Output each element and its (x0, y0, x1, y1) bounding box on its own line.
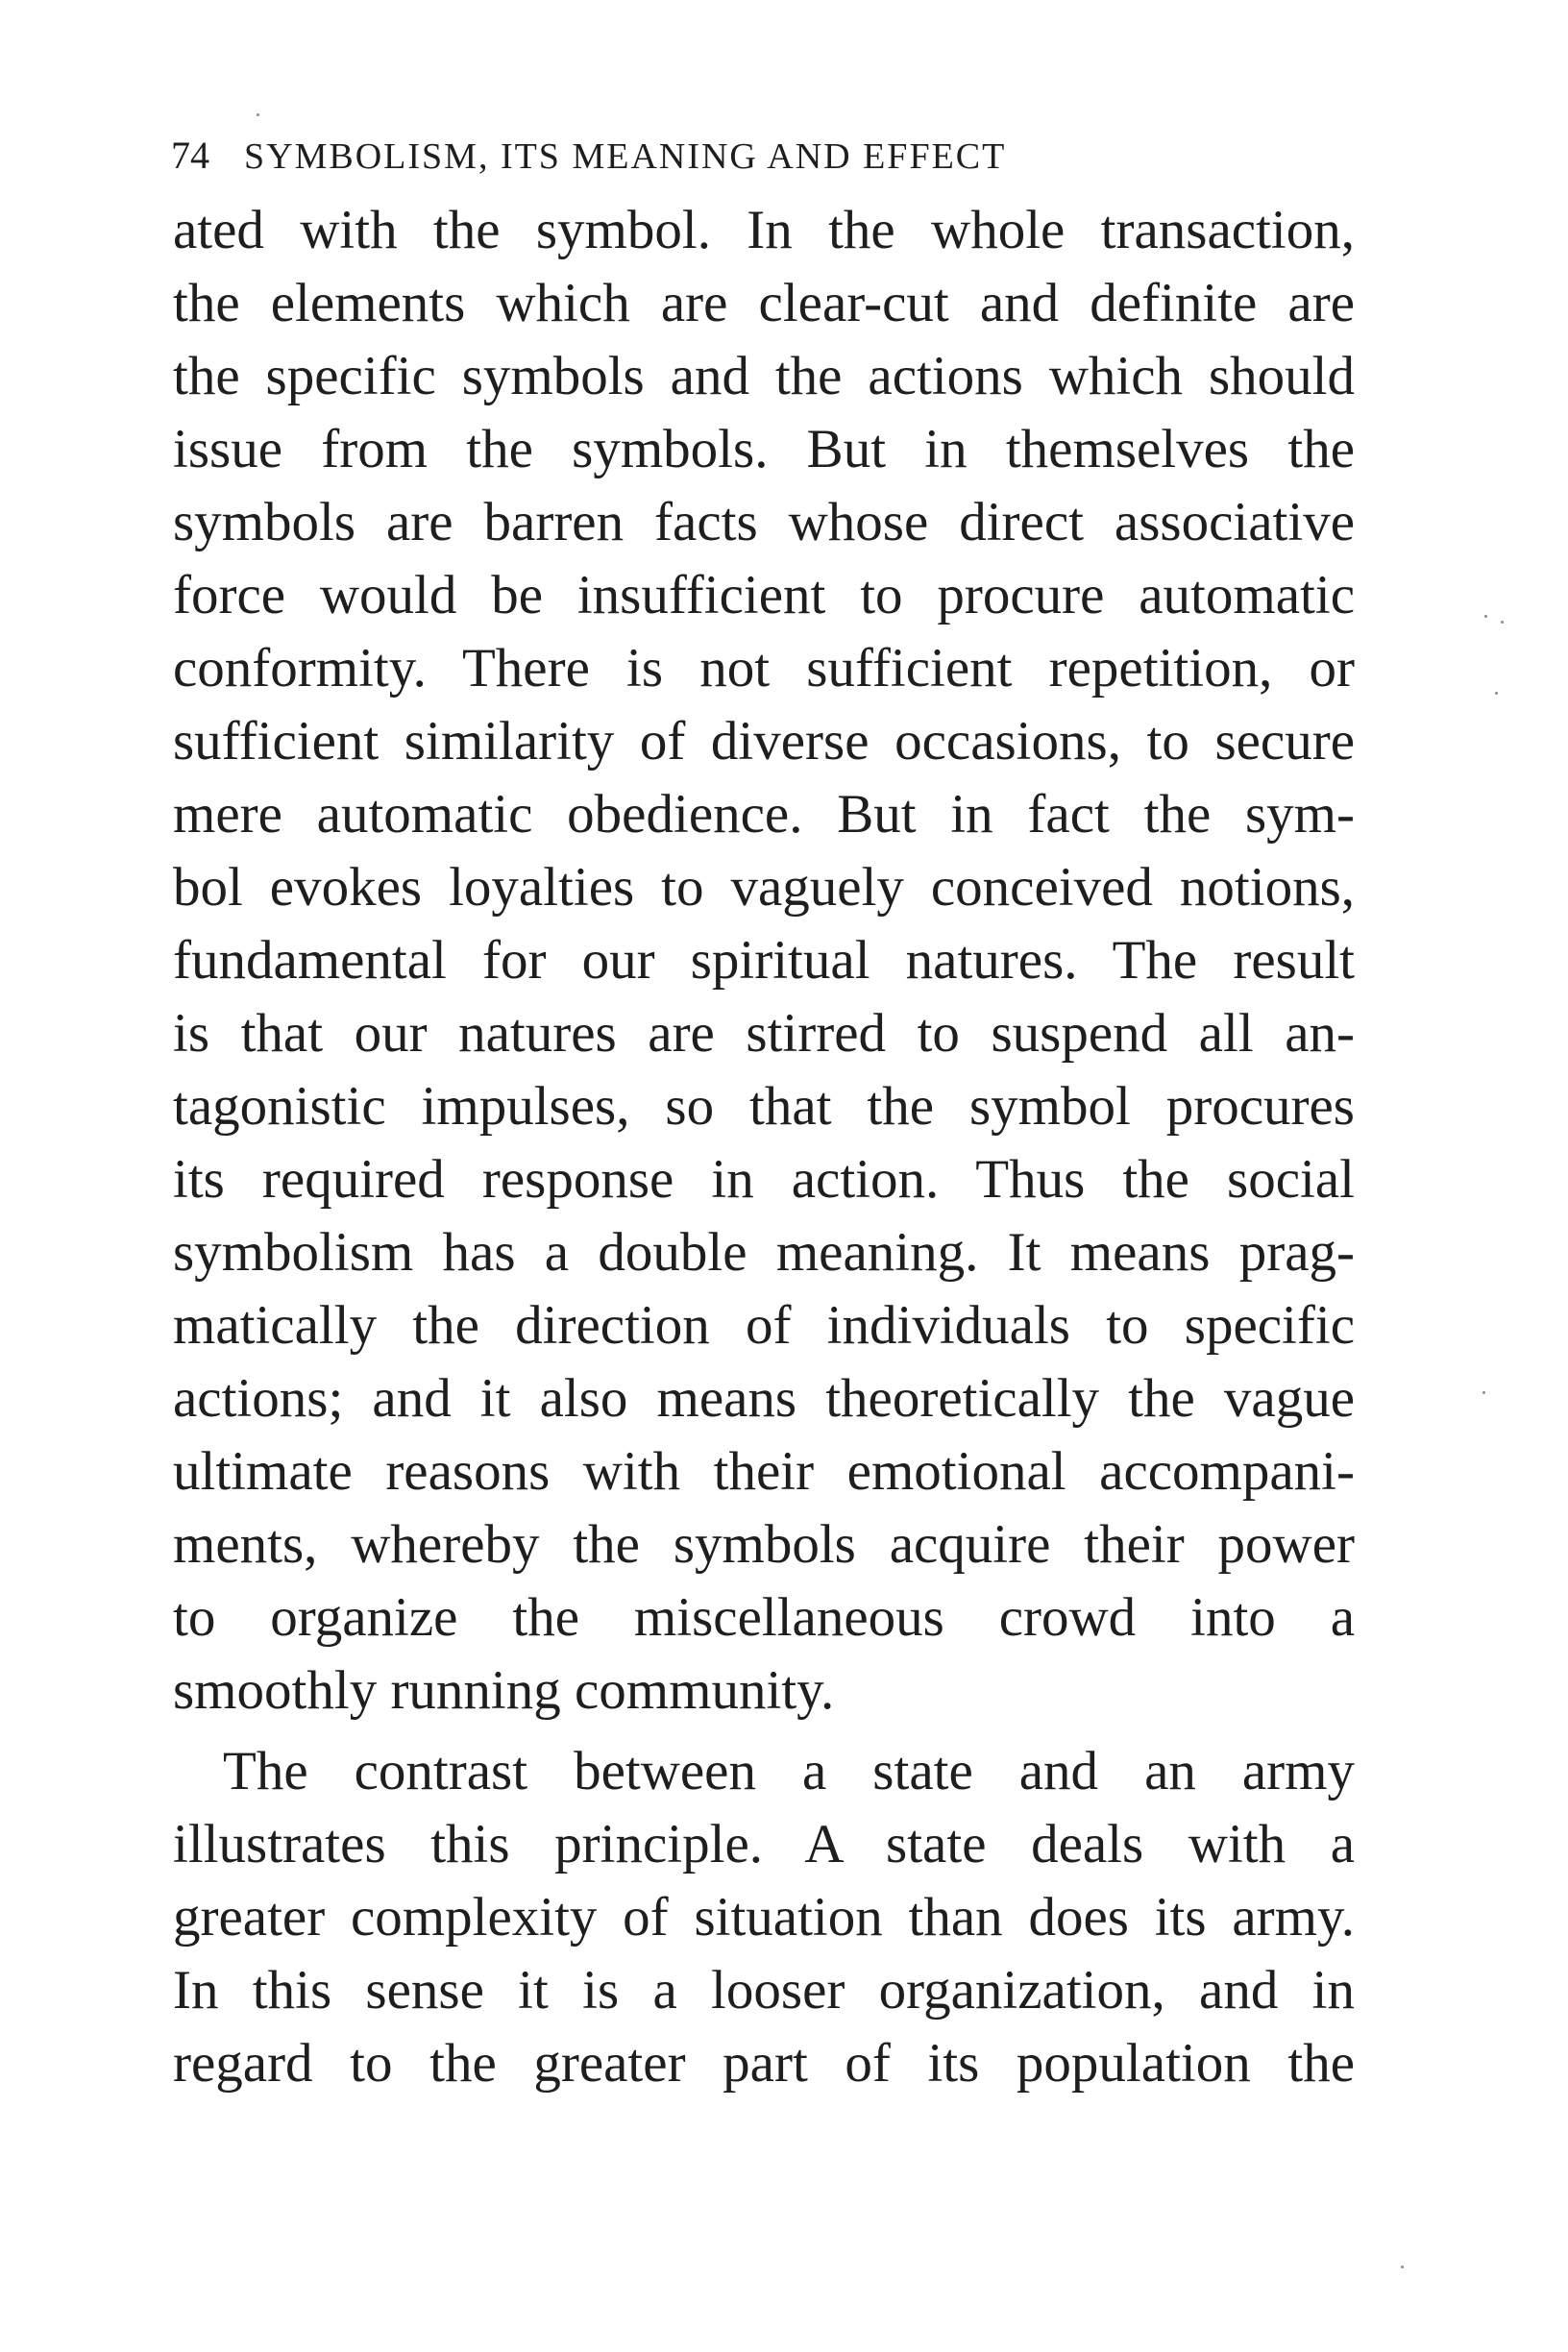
text-line: to organize the miscellaneous crowd into a (173, 1587, 1355, 1648)
scan-speck (1401, 2266, 1404, 2268)
text-line: fundamental for our spiritual natures. The result (173, 930, 1355, 991)
text-line: bol evokes loyalties to vaguely conceived notions, (173, 857, 1355, 918)
scan-speck (1495, 692, 1498, 695)
text-line: ultimate reasons with their emotional accompani- (173, 1441, 1355, 1502)
text-line: symbolism has a double meaning. It means prag- (173, 1222, 1355, 1283)
page-number: 74 (171, 134, 209, 177)
text-line: regard to the greater part of its population the (173, 2033, 1355, 2094)
text-line: force would be insufficient to procure automatic (173, 565, 1355, 625)
text-line: mere automatic obedience. But in fact the sym- (173, 784, 1355, 845)
text-line: matically the direction of individuals to specific (173, 1295, 1355, 1356)
text-line: In this sense it is a looser organization, and in (173, 1960, 1355, 2021)
scan-speck (257, 113, 259, 116)
text-line: its required response in action. Thus the social (173, 1149, 1355, 1210)
running-head (171, 127, 1237, 184)
text-line: smoothly running community. (173, 1660, 835, 1721)
text-line: sufficient similarity of diverse occasions, to secure (173, 711, 1355, 772)
text-line: illustrates this principle. A state deals with a (173, 1814, 1355, 1874)
scan-speck (1482, 1391, 1485, 1394)
text-line: The contrast between a state and an army (223, 1741, 1355, 1801)
text-line: greater complexity of situation than does its army. (173, 1887, 1355, 1948)
running-head-title: SYMBOLISM, ITS MEANING AND EFFECT (244, 136, 1007, 177)
text-line: symbols are barren facts whose direct associative (173, 492, 1355, 552)
text-line: actions; and it also means theoretically the vague (173, 1368, 1355, 1429)
text-line: ments, whereby the symbols acquire their power (173, 1514, 1355, 1575)
scan-speck (1501, 621, 1504, 624)
scan-speck (1484, 615, 1487, 618)
text-line: the specific symbols and the actions which should (173, 346, 1355, 406)
text-line: the elements which are clear-cut and definite are (173, 273, 1355, 333)
text-line: issue from the symbols. But in themselves the (173, 419, 1355, 479)
text-line: conformity. There is not sufficient repetition, or (173, 638, 1355, 698)
text-line: is that our natures are stirred to suspend all an- (173, 1003, 1355, 1064)
text-line: ated with the symbol. In the whole transaction, (173, 200, 1355, 260)
text-line: tagonistic impulses, so that the symbol procures (173, 1076, 1355, 1137)
